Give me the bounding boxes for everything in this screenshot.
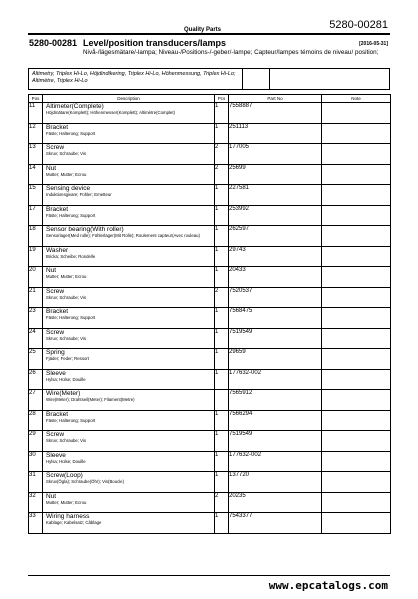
- part-name: Spring: [46, 349, 65, 356]
- table-row: [29, 103, 391, 124]
- row-description: [43, 451, 215, 472]
- part-name: Nut: [46, 267, 57, 274]
- row-pos: 26: [29, 369, 43, 390]
- section-subtitle: Nivå-/lägesmätare/-lampa; Niveau-/Positions-/-geber/-lampe; Capteur/lampes témoins de niveau/ position;: [83, 49, 379, 56]
- part-translations: Skruv; Schraube; Vis: [46, 151, 87, 156]
- row-qty: 1: [215, 246, 229, 267]
- row-part-no[interactable]: 7566294: [229, 410, 322, 431]
- row-description: [43, 164, 215, 185]
- header-rule: [28, 33, 390, 35]
- row-pos: 20: [29, 267, 43, 288]
- row-pos: 17: [29, 205, 43, 226]
- row-part-no[interactable]: 29659: [229, 349, 322, 370]
- row-note: [322, 267, 391, 288]
- table-row: [29, 328, 391, 349]
- table-row: [29, 267, 391, 288]
- row-note: [322, 123, 391, 144]
- row-description: [43, 308, 215, 329]
- row-note: [322, 492, 391, 513]
- row-qty: 1: [215, 513, 229, 534]
- parts-table: [28, 94, 391, 534]
- row-pos: 29: [29, 431, 43, 452]
- footer-rule: [28, 575, 390, 576]
- part-translations: Wire(Meter); Drahtseil(Meter); Filament(Metre): [46, 397, 135, 402]
- row-pos: 30: [29, 451, 43, 472]
- row-note: [322, 308, 391, 329]
- table-row: [29, 123, 391, 144]
- row-part-no[interactable]: 177632-002: [229, 369, 322, 390]
- row-pos: 19: [29, 246, 43, 267]
- row-pos: 14: [29, 164, 43, 185]
- applicability-text: Altimetry, Triplex Hi-Lo, Höjdindikering, Triplex Hi-Lo, Höhenmessung, Triplex Hi-Lo; Altimètre, Triplex Hi-Lo: [29, 69, 243, 89]
- table-row: [29, 144, 391, 165]
- row-qty: 1: [215, 410, 229, 431]
- part-name: Nut: [46, 164, 57, 172]
- row-note: [322, 410, 391, 431]
- table-row: [29, 349, 391, 370]
- table-row: [29, 492, 391, 513]
- row-part-no[interactable]: 7519549: [229, 328, 322, 349]
- row-pos: 32: [29, 492, 43, 513]
- part-translations: Sensorlager(Med rulle); Fühlerlager(Mit Rolle); Roulement capteur(Avec rouleau): [46, 233, 200, 238]
- section-title: Level/position transducers/lamps: [83, 38, 227, 48]
- row-qty: 1: [215, 431, 229, 452]
- row-qty: 1: [215, 472, 229, 493]
- table-row: [29, 308, 391, 329]
- header-doc-code: 5280-00281: [329, 19, 388, 31]
- part-name: Bracket: [46, 308, 69, 315]
- col-qty: Pcs: [215, 95, 229, 103]
- row-qty: 1: [215, 451, 229, 472]
- table-row: [29, 287, 391, 308]
- header-brand: Quality Parts: [184, 27, 222, 33]
- row-part-no[interactable]: 177632-002: [229, 451, 322, 472]
- col-description: Description: [43, 95, 215, 103]
- row-qty: 2: [215, 287, 229, 308]
- row-qty: 2: [215, 164, 229, 185]
- row-part-no[interactable]: 7519549: [229, 431, 322, 452]
- row-description: [43, 205, 215, 226]
- part-name: Wiring harness: [46, 513, 90, 520]
- row-qty: 1: [215, 349, 229, 370]
- row-description: [43, 185, 215, 206]
- row-qty: 2: [215, 492, 229, 513]
- row-part-no[interactable]: 20433: [229, 267, 322, 288]
- part-translations: Skruv; Schraube; Vis: [46, 335, 87, 341]
- row-description: [43, 103, 215, 124]
- row-description: [43, 349, 215, 370]
- row-description: [43, 513, 215, 534]
- row-description: [43, 431, 215, 452]
- table-row: [29, 472, 391, 493]
- row-note: [322, 513, 391, 534]
- part-translations: Mutter; Mutter; Ecrou: [46, 171, 87, 177]
- row-qty: 1: [215, 369, 229, 390]
- applicability-spacer: [243, 69, 270, 89]
- part-translations: Höjdmätare(Komplett); Höhenmesser(Komplett); Altimètre(Complet): [46, 110, 175, 115]
- row-note: [322, 164, 391, 185]
- part-translations: Fjäder; Feder; Ressort: [46, 356, 89, 361]
- row-pos: 27: [29, 390, 43, 411]
- row-pos: 21: [29, 287, 43, 308]
- row-note: [322, 246, 391, 267]
- table-row: [29, 205, 391, 226]
- row-part-no[interactable]: 7520537: [229, 287, 322, 308]
- row-description: [43, 144, 215, 165]
- row-qty: 1: [215, 226, 229, 247]
- part-translations: Skruv; Schraube; Vis: [46, 438, 87, 443]
- table-row: [29, 431, 391, 452]
- row-qty: 2: [215, 144, 229, 165]
- row-qty: 1: [215, 267, 229, 288]
- row-pos: 15: [29, 185, 43, 206]
- row-note: [322, 472, 391, 493]
- row-note: [322, 328, 391, 349]
- row-description: [43, 328, 215, 349]
- part-translations: Induktionsgivare; Fühler; Emetteur: [46, 192, 112, 197]
- part-name: Screw: [46, 328, 65, 336]
- row-qty: 1: [215, 103, 229, 124]
- col-note: Note: [322, 95, 391, 103]
- row-pos: 33: [29, 513, 43, 534]
- row-description: [43, 390, 215, 411]
- row-description: [43, 287, 215, 308]
- row-note: [322, 349, 391, 370]
- part-translations: Skruv(Ögla); Schraube(Öhr); Vis(Boucle): [46, 479, 125, 484]
- table-row: [29, 410, 391, 431]
- part-translations: Bricka; Scheibe; Rondelle: [46, 253, 96, 259]
- row-pos: 23: [29, 308, 43, 329]
- part-name: Bracket: [46, 205, 69, 213]
- table-row: [29, 451, 391, 472]
- part-translations: Fäste; Halterung; Support: [46, 315, 96, 320]
- row-description: [43, 226, 215, 247]
- row-note: [322, 205, 391, 226]
- part-name: Sensor bearing(With roller): [46, 226, 124, 233]
- row-qty: 1: [215, 328, 229, 349]
- row-note: [322, 431, 391, 452]
- col-pos: Pos: [29, 95, 43, 103]
- part-name: Wire(Meter): [46, 390, 81, 397]
- part-name: Bracket: [46, 410, 69, 418]
- row-qty: 1: [215, 185, 229, 206]
- row-description: [43, 369, 215, 390]
- part-translations: Hylsa; Hülse; Douille: [46, 376, 86, 382]
- applicability-box: [28, 68, 390, 90]
- row-part-no[interactable]: 251113: [229, 123, 322, 144]
- row-note: [322, 451, 391, 472]
- part-translations: Hylsa; Hülse; Douille: [46, 458, 86, 464]
- row-description: [43, 267, 215, 288]
- part-name: Screw(Loop): [46, 472, 83, 479]
- table-body: [29, 103, 391, 534]
- part-translations: Kablage; Kabelsatz; Câblage: [46, 520, 102, 525]
- part-name: Screw: [46, 144, 65, 151]
- row-part-no[interactable]: 25699: [229, 164, 322, 185]
- table-row: [29, 185, 391, 206]
- section-code: 5280-00281: [29, 38, 78, 48]
- part-name: Sleeve: [46, 451, 66, 459]
- row-description: [43, 246, 215, 267]
- row-note: [322, 185, 391, 206]
- part-translations: Skruv; Schraube; Vis: [46, 294, 87, 300]
- part-name: Altimeter(Complete): [46, 103, 104, 110]
- row-part-no[interactable]: 29743: [229, 246, 322, 267]
- row-pos: 24: [29, 328, 43, 349]
- part-translations: Fäste; Halterung; Support: [46, 417, 96, 423]
- table-row: [29, 369, 391, 390]
- row-pos: 13: [29, 144, 43, 165]
- row-note: [322, 287, 391, 308]
- part-name: Screw: [46, 431, 65, 438]
- row-pos: 18: [29, 226, 43, 247]
- part-translations: Mutter; Mutter; Ecrou: [46, 499, 87, 505]
- row-part-no[interactable]: 137720: [229, 472, 322, 493]
- row-description: [43, 492, 215, 513]
- table-row: [29, 390, 391, 411]
- row-note: [322, 390, 391, 411]
- part-name: Nut: [46, 492, 57, 500]
- part-name: Sensing device: [46, 185, 91, 192]
- part-translations: Fäste; Halterung; Support: [46, 130, 96, 136]
- row-part-no[interactable]: 7565912: [229, 390, 322, 411]
- row-pos: 31: [29, 472, 43, 493]
- table-header: [29, 95, 391, 103]
- table-row: [29, 164, 391, 185]
- row-note: [322, 226, 391, 247]
- part-translations: Mutter; Mutter; Ecrou: [46, 274, 87, 279]
- row-pos: 25: [29, 349, 43, 370]
- table-row: [29, 513, 391, 534]
- footer-url[interactable]: www.epcatalogs.com: [268, 579, 388, 592]
- row-part-no[interactable]: 253992: [229, 205, 322, 226]
- table-row: [29, 246, 391, 267]
- section-date: [2016-05-31]: [359, 41, 388, 47]
- table-row: [29, 226, 391, 247]
- row-pos: 12: [29, 123, 43, 144]
- row-part-no[interactable]: 7558887: [229, 103, 322, 124]
- row-qty: 1: [215, 205, 229, 226]
- row-note: [322, 369, 391, 390]
- row-part-no[interactable]: 20235: [229, 492, 322, 513]
- part-name: Bracket: [46, 123, 69, 131]
- row-pos: 11: [29, 103, 43, 124]
- row-qty: 1: [215, 123, 229, 144]
- part-name: Washer: [46, 246, 69, 254]
- row-note: [322, 103, 391, 124]
- row-part-no[interactable]: 7543377: [229, 513, 322, 534]
- part-name: Sleeve: [46, 369, 66, 377]
- row-part-no[interactable]: 262597: [229, 226, 322, 247]
- col-part-no: Part No: [229, 95, 322, 103]
- row-part-no[interactable]: 7568475: [229, 308, 322, 329]
- row-qty: [215, 390, 229, 411]
- row-description: [43, 123, 215, 144]
- row-pos: 28: [29, 410, 43, 431]
- row-part-no[interactable]: 227581: [229, 185, 322, 206]
- part-name: Screw: [46, 287, 65, 295]
- row-part-no[interactable]: 177005: [229, 144, 322, 165]
- row-qty: 1: [215, 308, 229, 329]
- part-translations: Fäste; Halterung; Support: [46, 212, 96, 218]
- row-description: [43, 472, 215, 493]
- row-description: [43, 410, 215, 431]
- row-note: [322, 144, 391, 165]
